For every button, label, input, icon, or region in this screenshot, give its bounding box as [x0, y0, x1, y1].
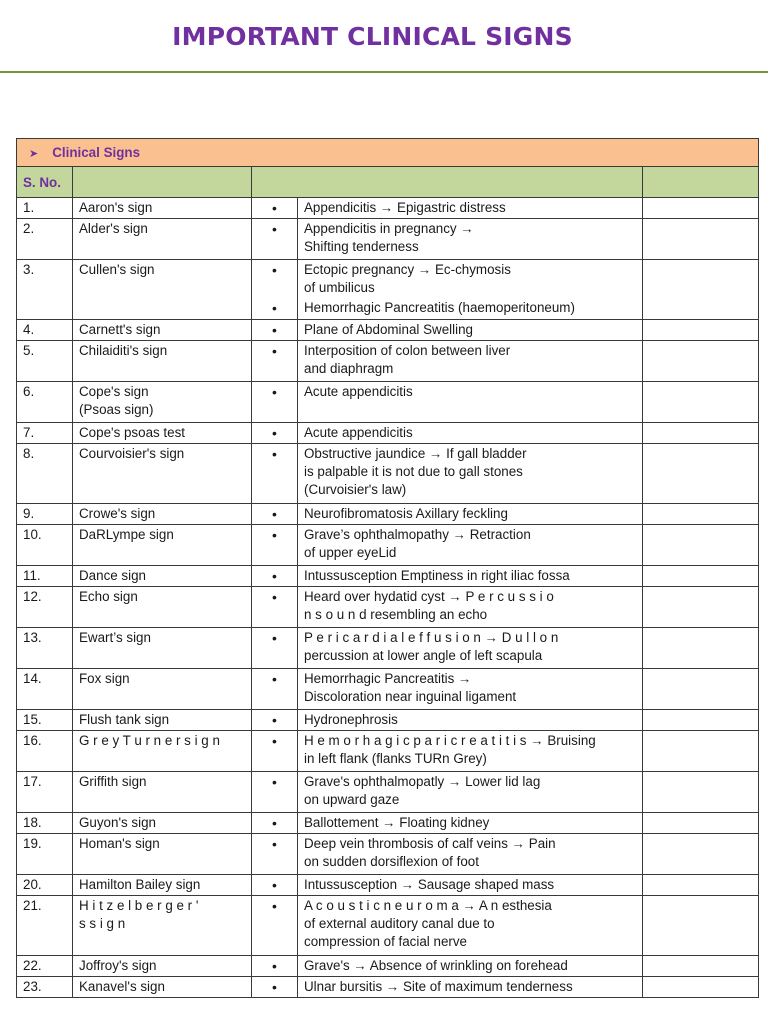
- table-row: [17, 669, 759, 710]
- sign-name-line: Aaron's sign: [79, 200, 153, 215]
- sign-description: [298, 772, 643, 813]
- serial-number: 14.: [17, 669, 73, 710]
- bullet-icon: •: [272, 200, 277, 216]
- table-row: [17, 219, 759, 260]
- sign-name-line: Guyon's sign: [79, 815, 156, 830]
- bullet-icon: •: [272, 815, 277, 831]
- description-line: Ectopic pregnancy → Ec-chymosis: [304, 262, 511, 277]
- extra-cell: [643, 834, 759, 875]
- sign-description: [298, 956, 643, 977]
- serial-number: 13.: [17, 628, 73, 669]
- bullet-cell: [252, 772, 298, 813]
- bullet-icon: •: [272, 589, 277, 605]
- description-line: Appendicitis → Epigastric distress: [304, 200, 506, 215]
- bullet-icon: •: [272, 898, 277, 914]
- extra-cell: [643, 587, 759, 628]
- extra-cell: [643, 320, 759, 341]
- table-row: [17, 834, 759, 875]
- sign-name: [73, 525, 252, 566]
- serial-number: 17.: [17, 772, 73, 813]
- table-row: [17, 710, 759, 731]
- description-line: (Curvoisier's law): [304, 482, 407, 497]
- sign-name: [73, 875, 252, 896]
- serial-number: 1.: [17, 198, 73, 219]
- table-row: [17, 628, 759, 669]
- sign-name-line: Alder's sign: [79, 221, 148, 236]
- bullet-icon: •: [272, 300, 277, 316]
- sign-description: [298, 813, 643, 834]
- bullet-icon: •: [272, 262, 277, 278]
- sign-description: [298, 423, 643, 444]
- sign-name-line: Crowe's sign: [79, 506, 156, 521]
- description-line: and diaphragm: [304, 361, 394, 376]
- extra-cell: [643, 731, 759, 772]
- description-line: Shifting tenderness: [304, 239, 419, 254]
- table-row: [17, 772, 759, 813]
- sign-description: [298, 198, 643, 219]
- sign-name-line: Echo sign: [79, 589, 138, 604]
- serial-number: 19.: [17, 834, 73, 875]
- clinical-signs-table: [16, 138, 759, 998]
- sign-name: [73, 710, 252, 731]
- bullet-icon: •: [272, 506, 277, 522]
- sign-name: [73, 198, 252, 219]
- extra-cell: [643, 504, 759, 525]
- serial-number: 2.: [17, 219, 73, 260]
- bullet-icon: •: [272, 979, 277, 995]
- description-line: Intussusception → Sausage shaped mass: [304, 877, 555, 892]
- sign-name: [73, 566, 252, 587]
- extra-cell: [643, 813, 759, 834]
- extra-cell: [643, 772, 759, 813]
- sign-name: [73, 587, 252, 628]
- description-line: Appendicitis in pregnancy →: [304, 221, 474, 236]
- table-row: [17, 896, 759, 956]
- table-row: [17, 525, 759, 566]
- description-header: [252, 167, 643, 198]
- description-line: Hydronephrosis: [304, 712, 398, 727]
- serial-number: 12.: [17, 587, 73, 628]
- sign-name-line: DaRLympe sign: [79, 527, 174, 542]
- sign-description: [298, 834, 643, 875]
- bullet-cell: [252, 219, 298, 260]
- table-row: [17, 198, 759, 219]
- sign-name-line: Ewart’s sign: [79, 630, 151, 645]
- bullet-icon: •: [272, 221, 277, 237]
- sign-name-line: G r e y T u r n e r s i g n: [79, 733, 220, 748]
- bullet-cell: [252, 198, 298, 219]
- sign-name: [73, 977, 252, 998]
- extra-cell: [643, 525, 759, 566]
- serial-number: 5.: [17, 341, 73, 382]
- sign-name-line: Chilaiditi's sign: [79, 343, 168, 358]
- sign-header: [73, 167, 252, 198]
- serial-number: 7.: [17, 423, 73, 444]
- sign-description: [298, 731, 643, 772]
- serial-number: 21.: [17, 896, 73, 956]
- serial-number: 22.: [17, 956, 73, 977]
- section-label: Clinical Signs: [52, 144, 141, 160]
- bullet-icon: •: [272, 877, 277, 893]
- sno-header: [17, 167, 73, 198]
- table-row: [17, 320, 759, 341]
- bullet-cell: [252, 875, 298, 896]
- extra-cell: [643, 896, 759, 956]
- sign-name-line: Cope's sign: [79, 384, 149, 399]
- sign-name-line: Hamilton Bailey sign: [79, 877, 201, 892]
- extra-header: [643, 167, 759, 198]
- extra-cell: [643, 382, 759, 423]
- table-row: [17, 731, 759, 772]
- description-line: Grave’s ophthalmopathy → Retraction: [304, 527, 531, 542]
- description-line: Ballottement → Floating kidney: [304, 815, 490, 830]
- page-title: IMPORTANT CLINICAL SIGNS: [172, 22, 573, 51]
- extra-cell: [643, 198, 759, 219]
- serial-number: 4.: [17, 320, 73, 341]
- bullet-cell: [252, 628, 298, 669]
- description-line: in left flank (flanks TURn Grey): [304, 751, 487, 766]
- description-line: Neurofibromatosis Axillary feckling: [304, 506, 508, 521]
- sign-description: [298, 875, 643, 896]
- sign-description: [298, 444, 643, 504]
- bullet-cell: [252, 710, 298, 731]
- bullet-icon: •: [272, 733, 277, 749]
- bullet-cell: [252, 813, 298, 834]
- bullet-cell: [252, 977, 298, 998]
- description-line: Discoloration near inguinal ligament: [304, 689, 517, 704]
- sign-name-line: H i t z e l b e r g e r ': [79, 898, 199, 913]
- extra-cell: [643, 444, 759, 504]
- table-row: [17, 423, 759, 444]
- sign-name-line: Joffroy's sign: [79, 958, 157, 973]
- extra-cell: [643, 566, 759, 587]
- extra-cell: [643, 628, 759, 669]
- sign-name-line: Homan's sign: [79, 836, 160, 851]
- sign-name-line: Flush tank sign: [79, 712, 170, 727]
- sign-name-line: Cullen's sign: [79, 262, 155, 277]
- bullet-icon: •: [272, 836, 277, 852]
- serial-number: 10.: [17, 525, 73, 566]
- description-line: of upper eyeLid: [304, 545, 397, 560]
- sign-name: [73, 423, 252, 444]
- table-row: [17, 566, 759, 587]
- sign-description: [298, 525, 643, 566]
- bullet-cell: [252, 504, 298, 525]
- bullet-cell: [252, 382, 298, 423]
- description-line: A c o u s t i c n e u r o m a → A n esthesia: [304, 898, 552, 913]
- sign-name-line: Cope's psoas test: [79, 425, 186, 440]
- description-line: Plane of Abdominal Swelling: [304, 322, 473, 337]
- serial-number: 20.: [17, 875, 73, 896]
- sign-description: [298, 382, 643, 423]
- description-line: Grave's ophthalmopatly → Lower lid lag: [304, 774, 541, 789]
- extra-cell: [643, 669, 759, 710]
- bullet-icon: •: [272, 774, 277, 790]
- bullet-icon: •: [272, 630, 277, 646]
- description-line: Acute appendicitis: [304, 384, 413, 399]
- sign-name: [73, 896, 252, 956]
- table-row: [17, 444, 759, 504]
- description-line: Hemorrhagic Pancreatitis →: [304, 671, 472, 686]
- description-line: n s o u n d resembling an echo: [304, 607, 488, 622]
- sign-name: [73, 219, 252, 260]
- description-line: H e m o r h a g i c p a r i c r e a t i t i s → Bruising: [304, 733, 596, 748]
- bullet-cell: [252, 260, 298, 320]
- bullet-cell: [252, 525, 298, 566]
- sign-name: [73, 731, 252, 772]
- sign-description: [298, 628, 643, 669]
- bullet-icon: •: [272, 527, 277, 543]
- bullet-cell: [252, 587, 298, 628]
- serial-number: 15.: [17, 710, 73, 731]
- column-header-row: [17, 167, 759, 198]
- sign-name: [73, 382, 252, 423]
- extra-cell: [643, 875, 759, 896]
- sign-name: [73, 834, 252, 875]
- bullet-cell: [252, 566, 298, 587]
- section-header-cell: [17, 139, 759, 167]
- description-line: Hemorrhagic Pancreatitis (haemoperitoneum): [304, 300, 575, 315]
- table-row: [17, 875, 759, 896]
- title-divider: [0, 71, 768, 73]
- table-row: [17, 956, 759, 977]
- table-row: [17, 587, 759, 628]
- bullet-icon: •: [272, 343, 277, 359]
- extra-cell: [643, 977, 759, 998]
- sign-description: [298, 566, 643, 587]
- description-line: Interposition of colon between liver: [304, 343, 511, 358]
- extra-cell: [643, 956, 759, 977]
- sign-name-line: Dance sign: [79, 568, 146, 583]
- table-row: [17, 813, 759, 834]
- sign-name-line: Griffith sign: [79, 774, 147, 789]
- sign-description: [298, 219, 643, 260]
- description-line: percussion at lower angle of left scapula: [304, 648, 543, 663]
- sign-name: [73, 341, 252, 382]
- sign-name: [73, 813, 252, 834]
- bullet-cell: [252, 896, 298, 956]
- extra-cell: [643, 423, 759, 444]
- sign-description: [298, 669, 643, 710]
- bullet-cell: [252, 834, 298, 875]
- description-line: is palpable it is not due to gall stones: [304, 464, 523, 479]
- bullet-icon: •: [272, 446, 277, 462]
- sign-description: [298, 504, 643, 525]
- extra-cell: [643, 341, 759, 382]
- serial-number: 8.: [17, 444, 73, 504]
- sign-description: [298, 320, 643, 341]
- description-line: Obstructive jaundice → If gall bladder: [304, 446, 527, 461]
- sign-description: [298, 896, 643, 956]
- serial-number: 11.: [17, 566, 73, 587]
- sign-name: [73, 444, 252, 504]
- description-line: of umbilicus: [304, 280, 375, 295]
- table-row: [17, 341, 759, 382]
- serial-number: 6.: [17, 382, 73, 423]
- sign-name-line: (Psoas sign): [79, 402, 154, 417]
- sign-description: [298, 710, 643, 731]
- sign-name-line: Carnett's sign: [79, 322, 161, 337]
- description-line: on sudden dorsiflexion of foot: [304, 854, 479, 869]
- sno-header-label: S. No.: [23, 174, 61, 190]
- sign-name: [73, 956, 252, 977]
- description-line: P e r i c a r d i a l e f f u s i o n → D u l l o n: [304, 630, 559, 645]
- bullet-icon: •: [272, 958, 277, 974]
- table-row: [17, 504, 759, 525]
- bullet-cell: [252, 320, 298, 341]
- bullet-cell: [252, 731, 298, 772]
- extra-cell: [643, 260, 759, 320]
- arrowhead-icon: ➤: [29, 147, 39, 160]
- description-line: Grave's → Absence of wrinkling on forehead: [304, 958, 568, 973]
- description-line: on upward gaze: [304, 792, 400, 807]
- bullet-icon: •: [272, 384, 277, 400]
- extra-cell: [643, 710, 759, 731]
- bullet-icon: •: [272, 712, 277, 728]
- sign-name-line: s s i g n: [79, 916, 126, 931]
- sign-name-line: Courvoisier's sign: [79, 446, 185, 461]
- serial-number: 9.: [17, 504, 73, 525]
- serial-number: 16.: [17, 731, 73, 772]
- bullet-cell: [252, 423, 298, 444]
- sign-description: [298, 260, 643, 320]
- description-line: Acute appendicitis: [304, 425, 413, 440]
- bullet-cell: [252, 341, 298, 382]
- sign-name-line: Kanavel's sign: [79, 979, 165, 994]
- sign-description: [298, 587, 643, 628]
- description-line: compression of facial nerve: [304, 934, 467, 949]
- section-header-row: [17, 139, 759, 167]
- description-line: Deep vein thrombosis of calf veins → Pain: [304, 836, 556, 851]
- bullet-cell: [252, 956, 298, 977]
- sign-name: [73, 320, 252, 341]
- table-row: [17, 382, 759, 423]
- description-line: Heard over hydatid cyst → P e r c u s s i o: [304, 589, 554, 604]
- bullet-icon: •: [272, 568, 277, 584]
- serial-number: 18.: [17, 813, 73, 834]
- bullet-icon: •: [272, 425, 277, 441]
- bullet-cell: [252, 444, 298, 504]
- description-line: Ulnar bursitis → Site of maximum tenderness: [304, 979, 573, 994]
- sign-name: [73, 260, 252, 320]
- sign-name: [73, 772, 252, 813]
- sign-name: [73, 504, 252, 525]
- serial-number: 23.: [17, 977, 73, 998]
- sign-name-line: Fox sign: [79, 671, 130, 686]
- bullet-icon: •: [272, 322, 277, 338]
- description-line: of external auditory canal due to: [304, 916, 495, 931]
- bullet-cell: [252, 669, 298, 710]
- sign-name: [73, 669, 252, 710]
- sign-description: [298, 977, 643, 998]
- sign-name: [73, 628, 252, 669]
- sign-description: [298, 341, 643, 382]
- table-row: [17, 260, 759, 320]
- bullet-icon: •: [272, 671, 277, 687]
- description-line: Intussusception Emptiness in right iliac fossa: [304, 568, 570, 583]
- table-row: [17, 977, 759, 998]
- extra-cell: [643, 219, 759, 260]
- serial-number: 3.: [17, 260, 73, 320]
